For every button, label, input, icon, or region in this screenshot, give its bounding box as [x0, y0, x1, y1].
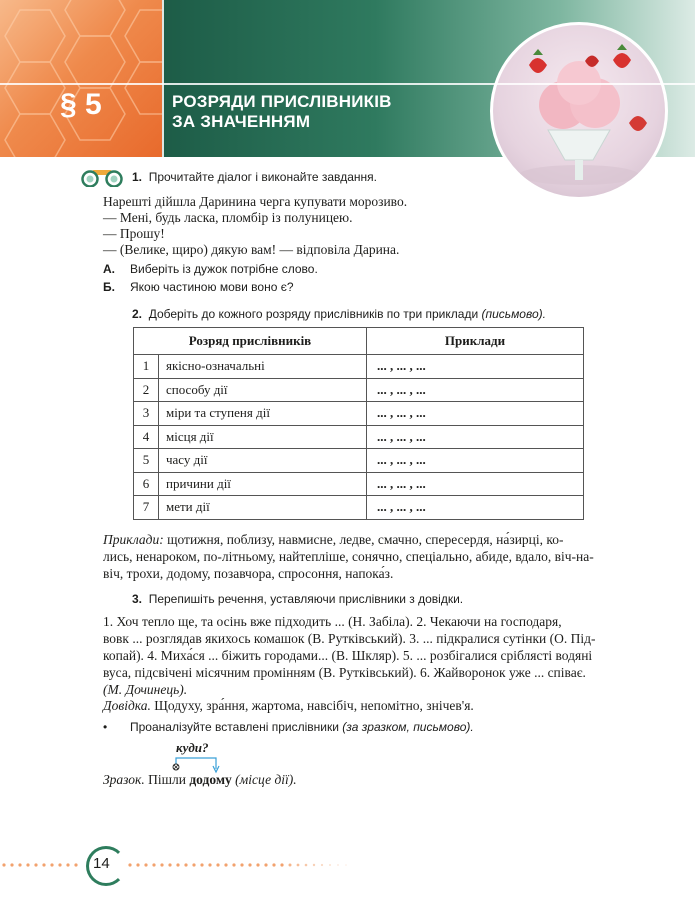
question-letter: Б.: [103, 280, 115, 294]
dialog-text: [103, 193, 663, 257]
section-title-line: РОЗРЯДИ ПРИСЛІВНИКІВ: [172, 92, 392, 111]
dialog-line: Нарешті дійшла Даринина черга купувати морозиво.: [103, 194, 408, 209]
question-letter: А.: [103, 262, 115, 276]
row-category: місця дії: [159, 425, 367, 449]
binoculars-icon: [80, 167, 124, 187]
examples-line: лись, ненароком, по-літньому, найтепліше, сонячно, спеціально, абиде, вдало, віч-на-: [103, 549, 594, 564]
dialog-line: — (Велике, щиро) дякую вам! — відповіла Дарина.: [103, 242, 400, 257]
task-text: Перепишіть речення, уставляючи прислівники з довідки.: [148, 592, 464, 606]
row-number: 7: [134, 496, 159, 520]
row-number: 6: [134, 472, 159, 496]
question-b: [103, 280, 294, 294]
row-category: мети дії: [159, 496, 367, 520]
dotted-line-decoration: [0, 862, 360, 868]
sample-line: [103, 771, 297, 788]
sentences-line: 1. Хоч тепло ще, та осінь вже підходить ... (Н. Забіла). 2. Чекаючи на господаря,: [103, 614, 562, 629]
task-number: 1.: [132, 170, 143, 184]
table-row: [134, 355, 584, 379]
header-vertical-divider: [162, 0, 164, 157]
row-category: способу дії: [159, 378, 367, 402]
row-examples: ... , ... , ...: [367, 472, 584, 496]
dialog-line: — Прошу!: [103, 226, 165, 241]
bullet-note: (за зразком, письмово).: [342, 720, 474, 734]
examples-line: віч, трохи, додому, позавчора, спросоння, напока́з.: [103, 566, 394, 581]
table-row: [134, 472, 584, 496]
section-title-line: ЗА ЗНАЧЕННЯМ: [172, 112, 311, 131]
row-number: 2: [134, 378, 159, 402]
row-number: 1: [134, 355, 159, 379]
ice-cream-photo: [490, 22, 668, 200]
task-text: Доберіть до кожного розряду прислівників по три приклади: [148, 307, 479, 321]
hint-paragraph: [103, 697, 665, 714]
row-number: 3: [134, 402, 159, 426]
row-examples: ... , ... , ...: [367, 496, 584, 520]
table-header-category: Розряд прислівників: [134, 328, 367, 355]
sample-label: Зразок.: [103, 772, 145, 787]
page-number: 14: [93, 855, 110, 872]
row-number: 4: [134, 425, 159, 449]
sentences-line: (М. Дочинець).: [103, 682, 188, 697]
row-examples: ... , ... , ...: [367, 402, 584, 426]
question-text: Виберіть із дужок потрібне слово.: [130, 262, 318, 276]
hexagon-pattern-icon: [0, 0, 162, 157]
row-examples: ... , ... , ...: [367, 425, 584, 449]
question-a: [103, 262, 318, 276]
row-examples: ... , ... , ...: [367, 355, 584, 379]
row-number: 5: [134, 449, 159, 473]
section-number: § 5: [60, 88, 102, 121]
row-category: причини дії: [159, 472, 367, 496]
row-examples: ... , ... , ...: [367, 449, 584, 473]
table-row: [134, 402, 584, 426]
adverb-categories-table: [133, 327, 584, 520]
bullet-icon: •: [103, 720, 108, 734]
question-text: Якою частиною мови воно є?: [130, 280, 294, 294]
table-row: [134, 496, 584, 520]
task-3-instruction: [132, 592, 463, 606]
examples-line: щотижня, поблизу, навмисне, ледве, смачно, спересердя, на́зирці, ко-: [167, 532, 564, 547]
hint-label: Довідка.: [103, 698, 151, 713]
row-examples: ... , ... , ...: [367, 378, 584, 402]
table-header-row: [134, 328, 584, 355]
header-horizontal-divider: [0, 83, 695, 85]
task-2-instruction: [132, 307, 546, 321]
table-header-examples: Приклади: [367, 328, 584, 355]
row-category: часу дії: [159, 449, 367, 473]
table-row: [134, 378, 584, 402]
task-note: (письмово).: [481, 307, 546, 321]
sentences-paragraph: [103, 613, 665, 698]
examples-label: Приклади:: [103, 532, 164, 547]
section-title: [172, 92, 462, 132]
sample-bold-word: додому: [189, 772, 232, 787]
sentences-line: вовк ... розглядав якихось комашок (В. Рутківський). 3. ... підкралися сутінки (О. Під-: [103, 631, 596, 646]
analysis-bullet: [103, 720, 474, 734]
orange-hex-banner: [0, 0, 162, 157]
task-text: Прочитайте діалог і виконайте завдання.: [148, 170, 378, 184]
task-1-instruction: [132, 170, 377, 184]
dialog-line: — Мені, будь ласка, пломбір із полуницею.: [103, 210, 353, 225]
bullet-text: Проаналізуйте вставлені прислівники: [130, 720, 339, 734]
task-number: 3.: [132, 592, 143, 606]
task-number: 2.: [132, 307, 143, 321]
sentences-line: копай). 4. Миха́ся ... біжить городами... (В. Шкляр). 5. ... розбігалися сріблясті водяні: [103, 648, 593, 663]
row-category: якісно-означальні: [159, 355, 367, 379]
examples-paragraph: [103, 531, 665, 582]
table-row: [134, 425, 584, 449]
sample-text: Пішли: [148, 772, 186, 787]
sample-question: куди?: [176, 740, 209, 755]
page-header: [0, 0, 695, 157]
sample-note: (місце дії).: [235, 772, 297, 787]
sentences-line: вуса, підсвічені місячним промінням (В. Рутківський). 6. Жайворонок уже ... співає.: [103, 665, 586, 680]
row-category: міри та ступеня дії: [159, 402, 367, 426]
table-row: [134, 449, 584, 473]
hint-text: Щодуху, зра́ння, жартома, навсібіч, непомітно, знічев'я.: [154, 698, 474, 713]
